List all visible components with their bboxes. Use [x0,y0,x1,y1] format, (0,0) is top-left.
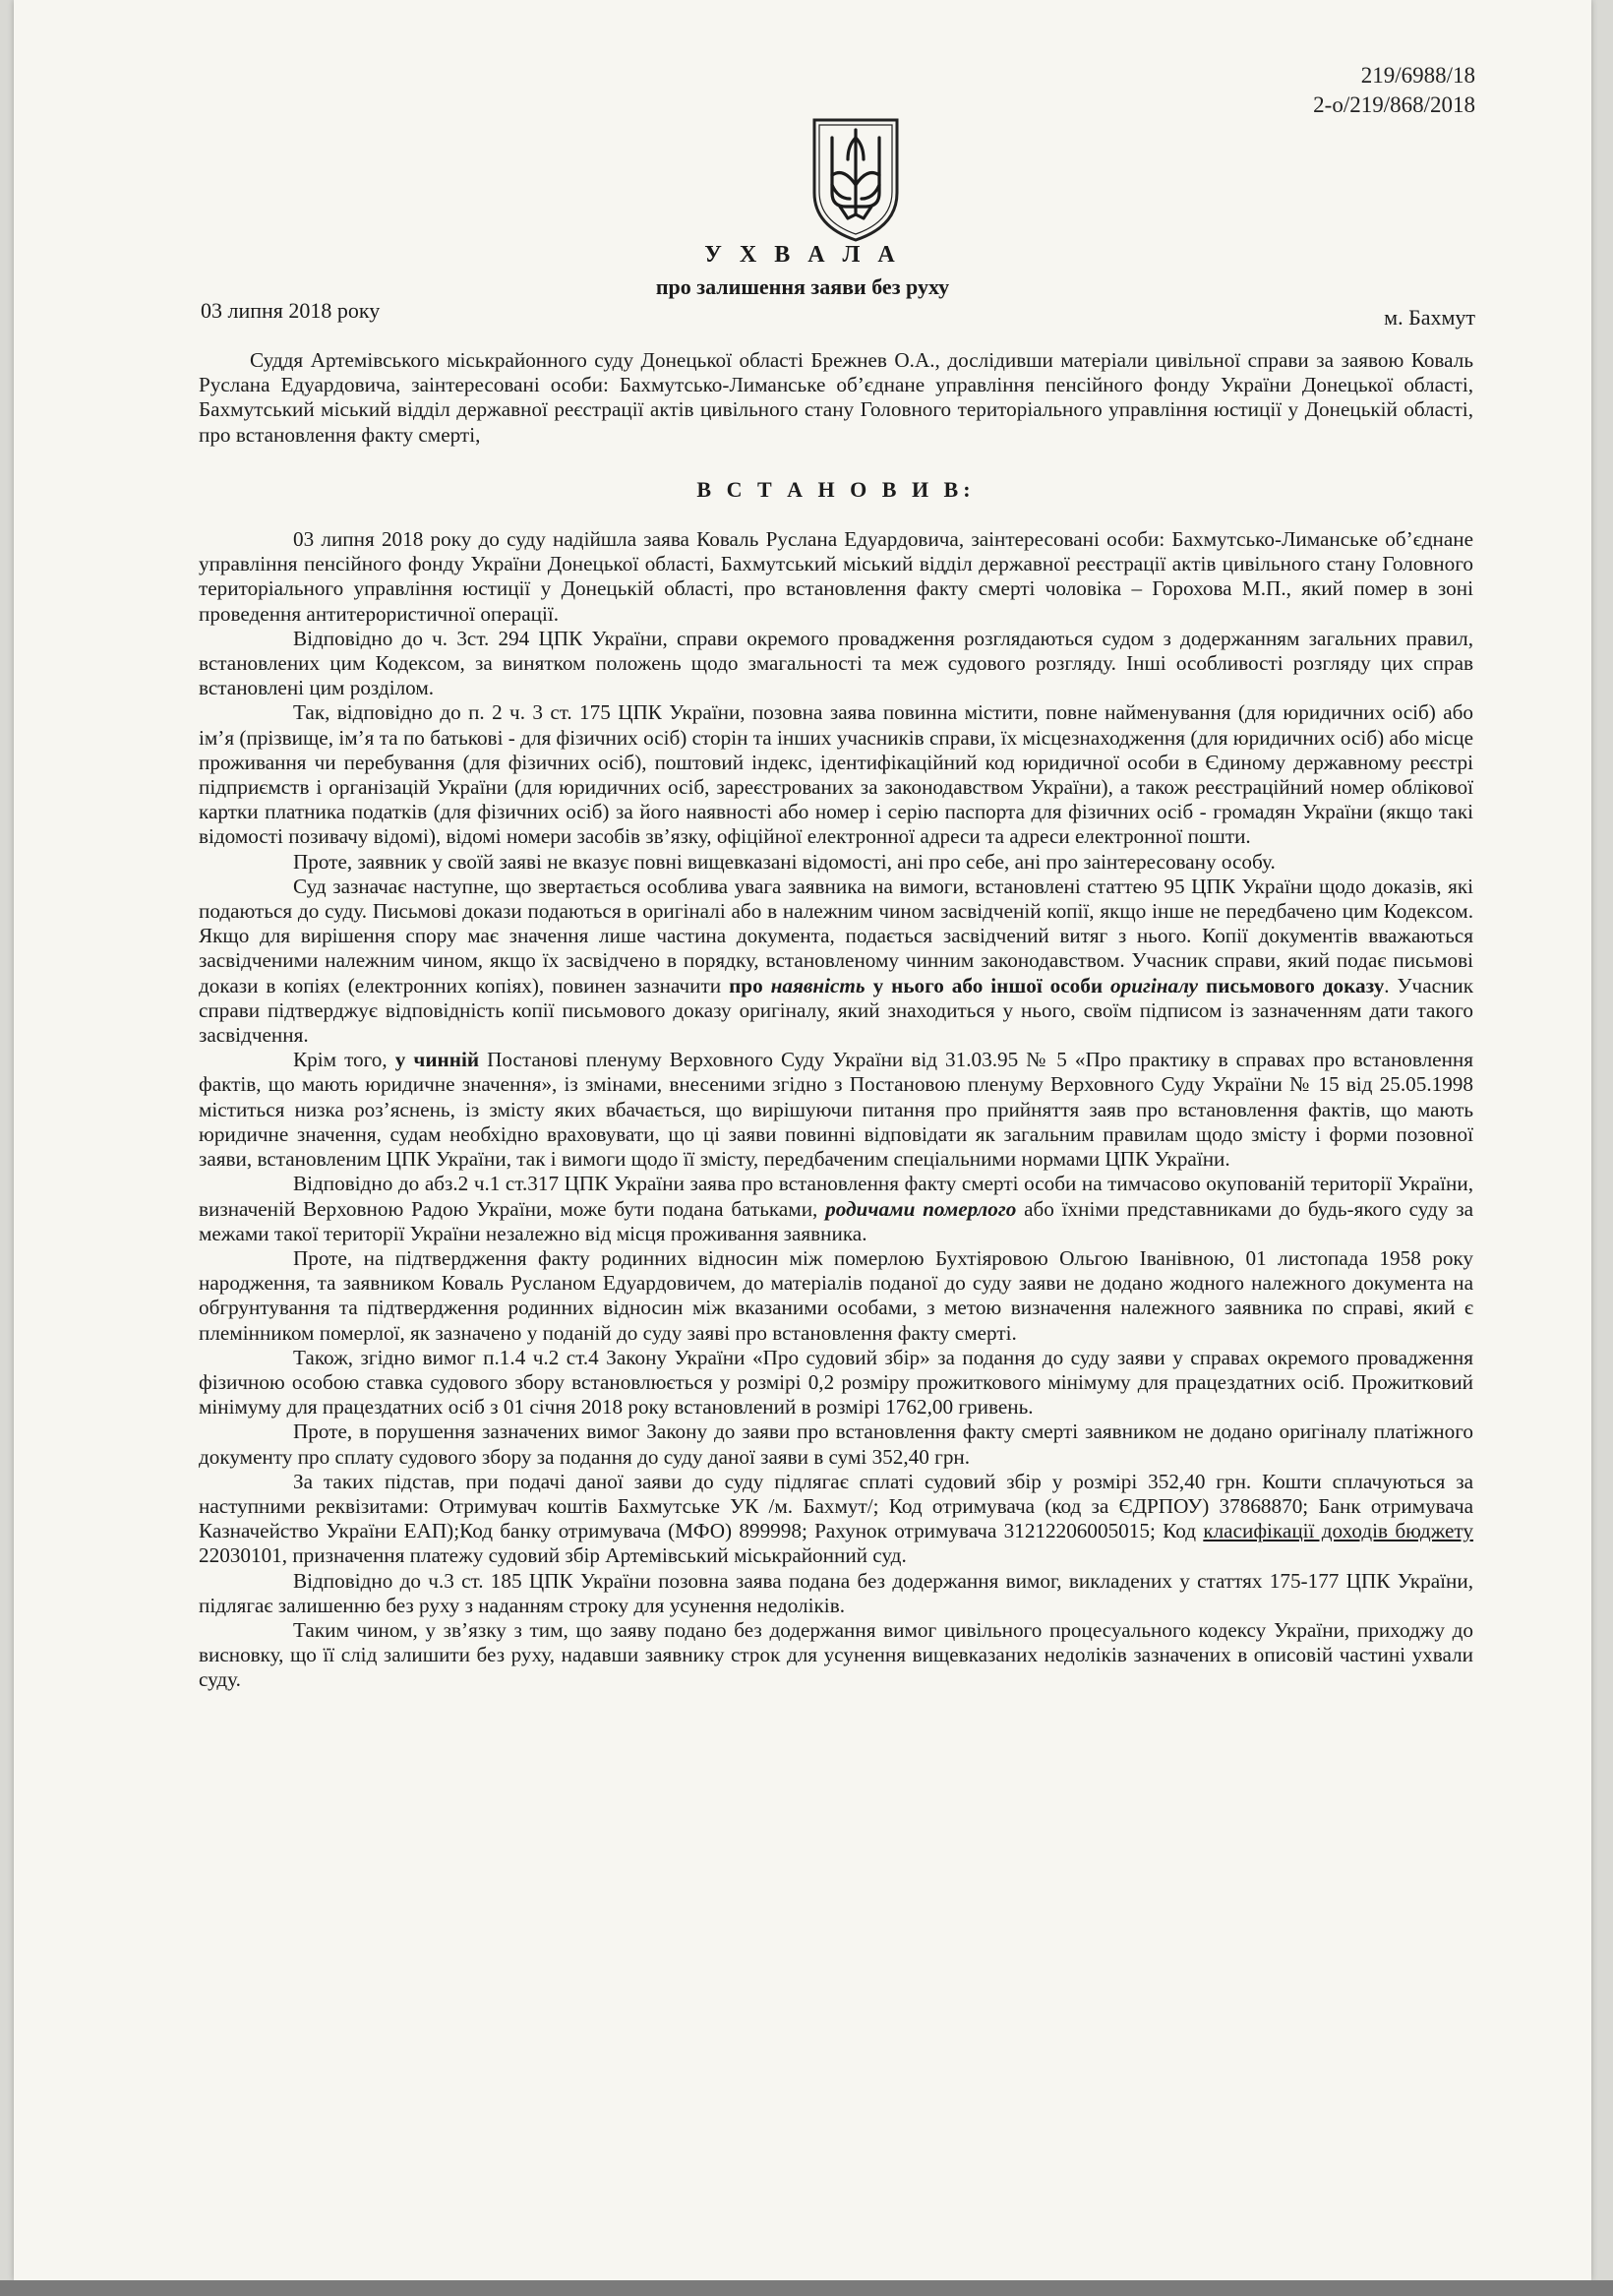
paragraph-10: Проте, в порушення зазначених вимог Закону до заяви про встановлення факту смерті заявником не додано оригіналу платіжного документу про сплату судового збору за подання до суду даної заяви в сумі 352,40 грн. [199,1420,1473,1469]
paragraph-6-text-c: Постанові пленуму Верховного Суду України від 31.03.95 № 5 «Про практику в справах про встановлення фактів, що мають юридичне значення», із змінами, внесеними згідно з Постановою пленуму Верховного Суду України № 15 від 25.05.1998 міститься низка роз’яснень, із змісту яких вбачається, що вирішуючи питання про прийняття заяв про встановлення фактів, що мають юридичне значення, судам необхідно враховувати, що ці заяви повинні відповідати як загальним правилам щодо змісту і форми позовної заяви, встановленим ЦПК України, так і вимоги щодо її змісту, передбаченим спеціальними нормами ЦПК України. [199,1048,1473,1172]
document-city: м. Бахмут [1384,305,1475,330]
paragraph-7-bold-italic: родичами померлого [825,1196,1017,1221]
paragraph-5-bold-2: у нього або іншої особи [865,973,1111,997]
paragraph-5-bold-italic-1: наявність [770,973,866,997]
scan-bottom-edge [0,2280,1613,2296]
case-numbers [1313,61,1475,120]
paragraph-7 [199,1172,1473,1246]
paragraph-5-text-a: Суд зазначає наступне, що звертається особлива увага заявника на вимоги, встановлені статтею 95 ЦПК України щодо доказів, які подаються до суду. Письмові докази подаються в оригіналі або в належним чином засвідченій копії, якщо інше не передбачено цим Кодексом. Якщо для вирішення спору має значення лише частина документа, подається засвідчений витяг з нього. Копії документів вважаються засвідченими належним чином, якщо їх засвідчено в порядку, встановленому чинним законодавством. Учасник справи, який подає письмові докази в копіях (електронних копіях), повинен зазначити [199,874,1473,997]
paragraph-5-text-c: . Учасник справи підтверджує відповідність копії письмового доказу оригіналу, який знаходиться у нього, своїм підписом із зазначенням дати такого засвідчення. [199,973,1473,1048]
paragraph-4: Проте, заявник у своїй заяві не вказує повні вищевказані відомості, ані про себе, ані про заінтересовану особу. [293,849,1276,874]
paragraph-5 [199,875,1473,1048]
paragraph-6-text-a: Крім того, [293,1048,395,1072]
paragraph-11-underlined: класифікації доходів бюджету [1203,1519,1473,1543]
paragraph-2: Відповідно до ч. 3ст. 294 ЦПК України, справи окремого провадження розглядаються судом з додержанням загальних правил, встановлених цим Кодексом, за винятком положень щодо змагальності та меж судового розгляду. Інші особливості розгляду цих справ встановлені цим розділом. [199,626,1473,700]
document-body [199,348,1473,1693]
coat-of-arms-trident-icon [808,116,903,244]
paragraph-5-bold-italic-2: оригіналу [1110,973,1199,997]
document-title: У Х В А Л А [704,242,901,268]
paragraph-11-text-a: За таких підстав, при подачі даної заяви до суду підлягає сплаті судовий збір у розмірі 352,40 грн. Кошти сплачуються за наступними реквізитами: Отримувач коштів Бахмутське УК /м. Бахмут/; Код отримувача (код за ЄДРПОУ) 37868870; Банк отримувача Казначейство України ЕАП);Код банку отримувача (МФО) 899998; Рахунок отримувача 31212206005015; Код [199,1469,1473,1543]
document-page [14,0,1591,2280]
paragraph-12: Відповідно до ч.3 ст. 185 ЦПК України позовна заява подана без додержання вимог, викладених у статтях 175-177 ЦПК України, підлягає залишенню без руху з наданням строку для усунення недоліків. [199,1568,1473,1617]
paragraph-9: Також, згідно вимог п.1.4 ч.2 ст.4 Закону України «Про судовий збір» за подання до суду заяви у справах окремого провадження фізичною особою ставка судового збору встановлюється у розмірі 0,2 розміру прожиткового мінімуму для працездатних осіб. Прожитковий мінімуму для працездатних осіб з 01 січня 2018 року встановлений в розмірі 1762,00 гривень. [199,1345,1473,1420]
paragraph-8: Проте, на підтвердження факту родинних відносин між померлою Бухтіяровою Ольгою Іванівною, 01 листопада 1958 року народження, та заявником Коваль Русланом Едуардовичем, до матеріалів поданої до суду заяви не додано жодного належного документа на обгрунтування та підтвердження родинних відносин між вказаними особами, з метою визначення належного заявника по справі, який є племінником померлої, як зазначено у поданій до суду заяві про встановлення факту смерті. [199,1245,1473,1345]
paragraph-5-bold-3: письмового доказу [1198,973,1385,997]
paragraph-11-text-c: 22030101, призначення платежу судовий збір Артемівський міськрайонний суд. [199,1543,907,1568]
paragraph-7-text-c: або їхніми представниками до будь-якого суду за межами такої території України незалежно від місця проживання заявника. [199,1196,1473,1245]
paragraph-7-text-a: Відповідно до абз.2 ч.1 ст.317 ЦПК України заява про встановлення факту смерті особи на тимчасово окупованій території України, визначеній Верховною Радою України, може бути подана батьками, [199,1172,1473,1221]
document-subtitle: про залишення заяви без руху [655,274,950,299]
paragraph-6 [199,1048,1473,1172]
intro-paragraph: Суддя Артемівського міськрайонного суду Донецької області Брежнев О.А., дослідивши матеріали цивільної справи за заявою Коваль Руслана Едуардовича, заінтересовані особи: Бахмутсько-Лиманське об’єднане управління пенсійного фонду України Донецької області, Бахмутський міський відділ державної реєстрації актів цивільного стану Головного територіального управління юстиції у Донецькій області, про встановлення факту смерті, [199,348,1473,447]
paragraph-1: 03 липня 2018 року до суду надійшла заява Коваль Руслана Едуардовича, заінтересовані особи: Бахмутсько-Лиманське об’єднане управління пенсійного фонду України Донецької області, Бахмутський міський відділ державної реєстрації актів цивільного стану Головного територіального управління юстиції у Донецькій області, про встановлення факту смерті чоловіка – Горохова М.П., який помер в зоні проведення антитерористичної операції. [199,527,1473,626]
document-date: 03 липня 2018 року [201,298,381,323]
paragraph-3: Так, відповідно до п. 2 ч. 3 ст. 175 ЦПК України, позовна заява повинна містити, повне найменування (для юридичних осіб) або ім’я (прізвище, ім’я та по батькові - для фізичних осіб) сторін та інших учасників справи, їх місцезнаходження (для юридичних осіб) або місце проживання чи перебування (для фізичних осіб), поштовий індекс, ідентифікаційний код юридичної особи в Єдиному державному реєстрі підприємств і організацій України (для юридичних осіб, зареєстрованих за законодавством України), а також реєстраційний номер облікової картки платника податків (для фізичних осіб) за його наявності або номер і серію паспорта для фізичних осіб - громадян України (якщо такі відомості позивачу відомі), відомі номери засобів зв’язку, офіційної електронної адреси та адреси електронної пошти. [199,700,1473,849]
case-number-2: 2-о/219/868/2018 [1313,92,1475,117]
paragraph-11 [199,1470,1473,1569]
paragraph-6-bold: у чинній [394,1048,480,1072]
paragraph-13: Таким чином, у зв’язку з тим, що заяву подано без додержання вимог цивільного процесуального кодексу України, приходжу до висновку, що її слід залишити без руху, надавши заявнику строк для усунення вищевказаних недоліків зазначених в описовій частині ухвали суду. [199,1617,1473,1692]
paragraph-5-bold-1: про [729,973,771,997]
section-heading: В С Т А Н О В И В: [696,476,976,502]
case-number-1: 219/6988/18 [1360,63,1475,88]
